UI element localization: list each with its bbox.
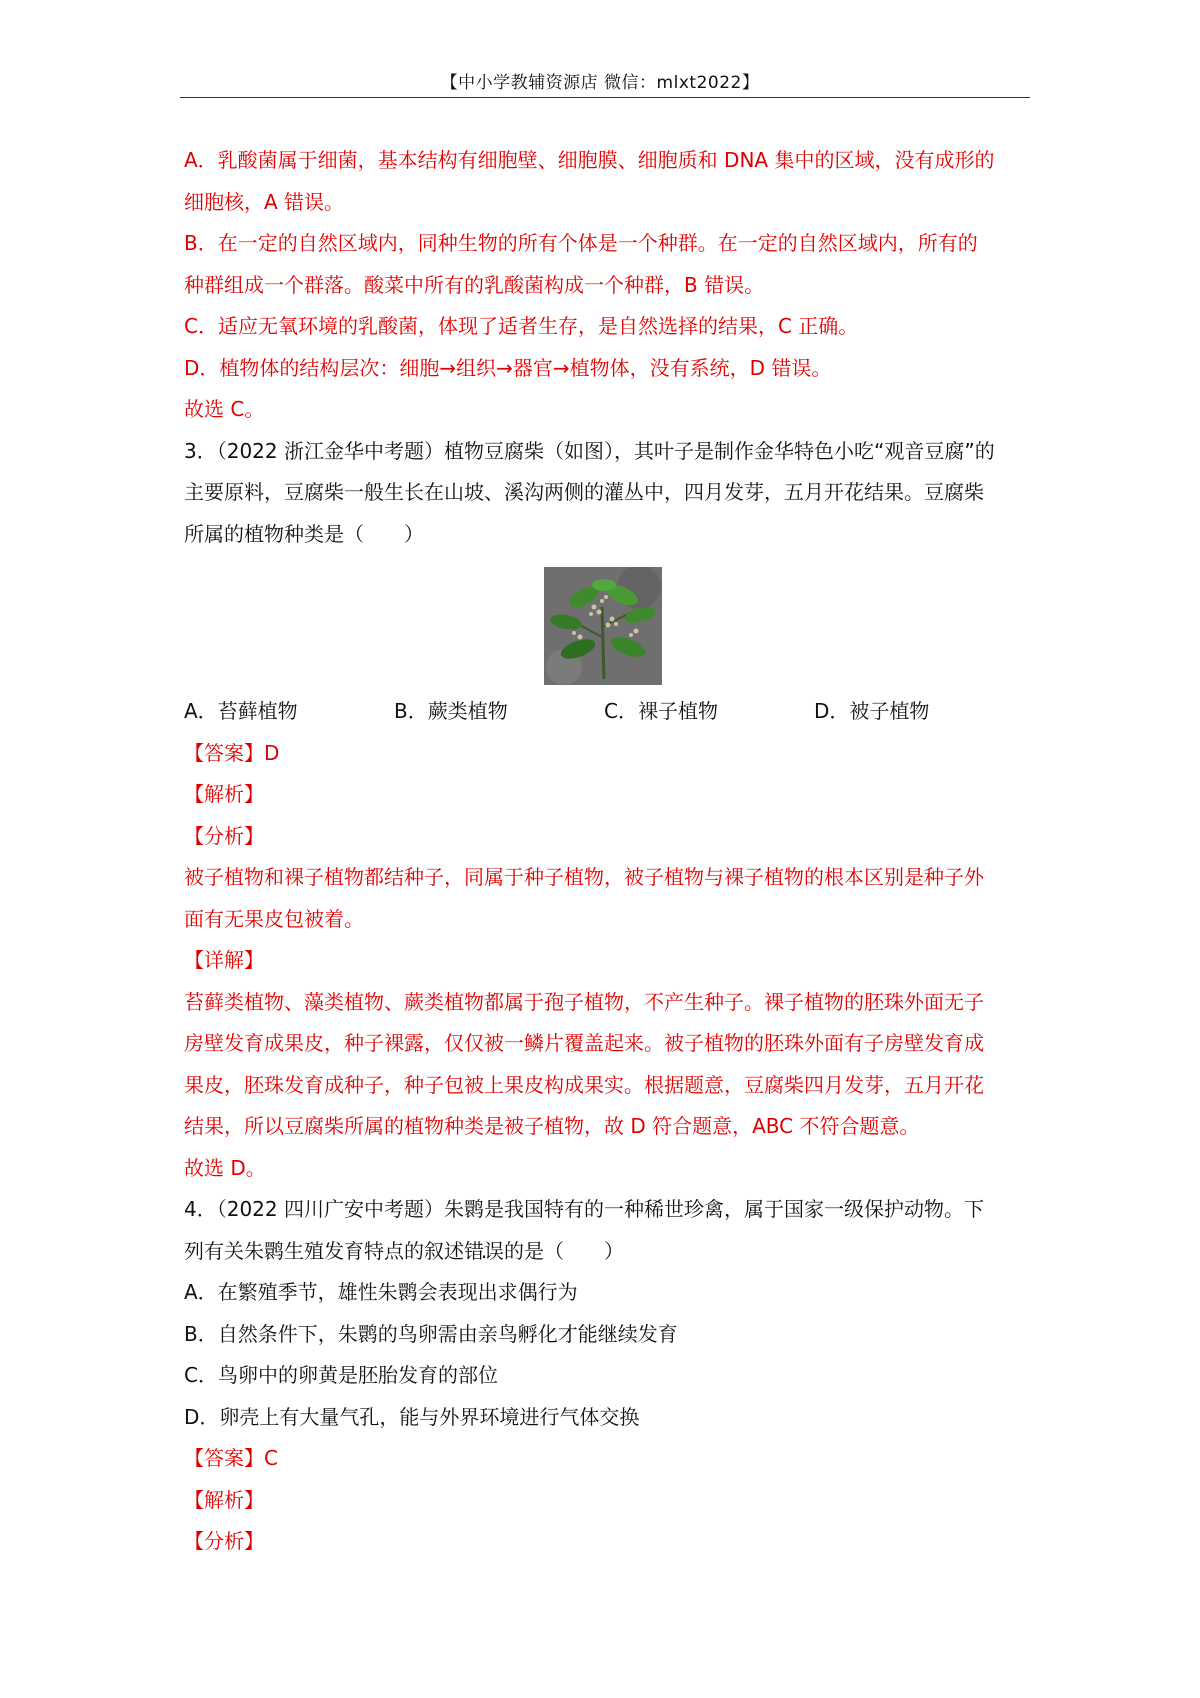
q2-conclusion: 故选 C。 — [184, 397, 265, 421]
q4-option-d: D．卵壳上有大量气孔，能与外界环境进行气体交换 — [184, 1404, 640, 1429]
q3-xiangjie-line: 结果，所以豆腐柴所属的植物种类是被子植物，故 D 符合题意，ABC 不符合题意。 — [184, 1114, 920, 1138]
q3-fenxi-heading: 【分析】 — [184, 823, 264, 848]
q3-jiexi-heading: 【解析】 — [184, 782, 264, 806]
q2-analysis-line: C．适应无氧环境的乳酸菌，体现了适者生存，是自然选择的结果，C 正确。 — [184, 314, 859, 338]
q3-options — [184, 691, 1024, 733]
q2-analysis-line: D．植物体的结构层次：细胞→组织→器官→植物体，没有系统，D 错误。 — [184, 355, 832, 380]
q4-fenxi-heading: 【分析】 — [184, 1529, 264, 1553]
q3-fenxi-line: 被子植物和裸子植物都结种子，同属于种子植物，被子植物与裸子植物的根本区别是种子外 — [184, 865, 984, 889]
q3-xiangjie-line: 果皮，胚珠发育成种子，种子包被上果皮构成果实。根据题意，豆腐柴四月发芽，五月开花 — [184, 1072, 984, 1097]
q4-option-a: A．在繁殖季节，雄性朱鹮会表现出求偶行为 — [184, 1280, 578, 1304]
q3-option-b: B．蕨类植物 — [394, 699, 508, 723]
plant-photo — [544, 567, 662, 685]
q3-answer: 【答案】D — [184, 740, 280, 765]
q4-answer: 【答案】C — [184, 1446, 278, 1470]
header-divider — [180, 97, 1030, 98]
q3-stem-line: 所属的植物种类是（ ） — [184, 521, 424, 546]
q3-xiangjie-heading: 【详解】 — [184, 948, 264, 972]
document-body — [184, 140, 1024, 1563]
q4-stem-post: 的是（ ） — [504, 1238, 624, 1263]
q2-analysis-line: B．在一定的自然区域内，同种生物的所有个体是一个种群。在一定的自然区域内，所有的 — [184, 231, 978, 255]
q4-stem-line: 4．（2022 四川广安中考题）朱鹮是我国特有的一种稀世珍禽，属于国家一级保护动物。下 — [184, 1197, 984, 1221]
q3-xiangjie-line: 苔藓类植物、藻类植物、蕨类植物都属于孢子植物，不产生种子。裸子植物的胚珠外面无子 — [184, 989, 984, 1014]
q2-analysis-line: 种群组成一个群落。酸菜中所有的乳酸菌构成一个种群，B 错误。 — [184, 272, 765, 297]
page-header: 【中小学教辅资源店 微信：mlxt2022】 — [440, 73, 760, 93]
q4-stem-line — [184, 1231, 1024, 1273]
q3-figure — [184, 555, 1024, 691]
q2-analysis-line: 细胞核，A 错误。 — [184, 189, 345, 214]
q3-stem-line: 3．（2022 浙江金华中考题）植物豆腐柴（如图），其叶子是制作金华特色小吃“观音豆腐”的 — [184, 438, 995, 463]
q4-emphasis-word: 错误 — [464, 1238, 504, 1263]
q3-stem-line: 主要原料，豆腐柴一般生长在山坡、溪沟两侧的灌丛中，四月发芽，五月开花结果。豆腐柴 — [184, 480, 984, 504]
q4-jiexi-heading: 【解析】 — [184, 1487, 264, 1512]
q4-option-c: C．鸟卵中的卵黄是胚胎发育的部位 — [184, 1363, 498, 1387]
q3-xiangjie-line: 房壁发育成果皮，种子裸露，仅仅被一鳞片覆盖起来。被子植物的胚珠外面有子房壁发育成 — [184, 1031, 984, 1055]
q2-analysis-line: A．乳酸菌属于细菌，基本结构有细胞壁、细胞膜、细胞质和 DNA 集中的区域，没有成形的 — [184, 148, 995, 172]
q3-option-d: D．被子植物 — [814, 699, 930, 723]
q3-option-a: A．苔藓植物 — [184, 699, 298, 723]
q3-conclusion: 故选 D。 — [184, 1155, 266, 1180]
q4-stem-pre: 列有关朱鹮生殖发育特点的叙述 — [184, 1238, 464, 1263]
q3-option-c: C．裸子植物 — [604, 699, 718, 723]
q4-option-b: B．自然条件下，朱鹮的鸟卵需由亲鸟孵化才能继续发育 — [184, 1321, 678, 1346]
q3-fenxi-line: 面有无果皮包被着。 — [184, 906, 364, 931]
